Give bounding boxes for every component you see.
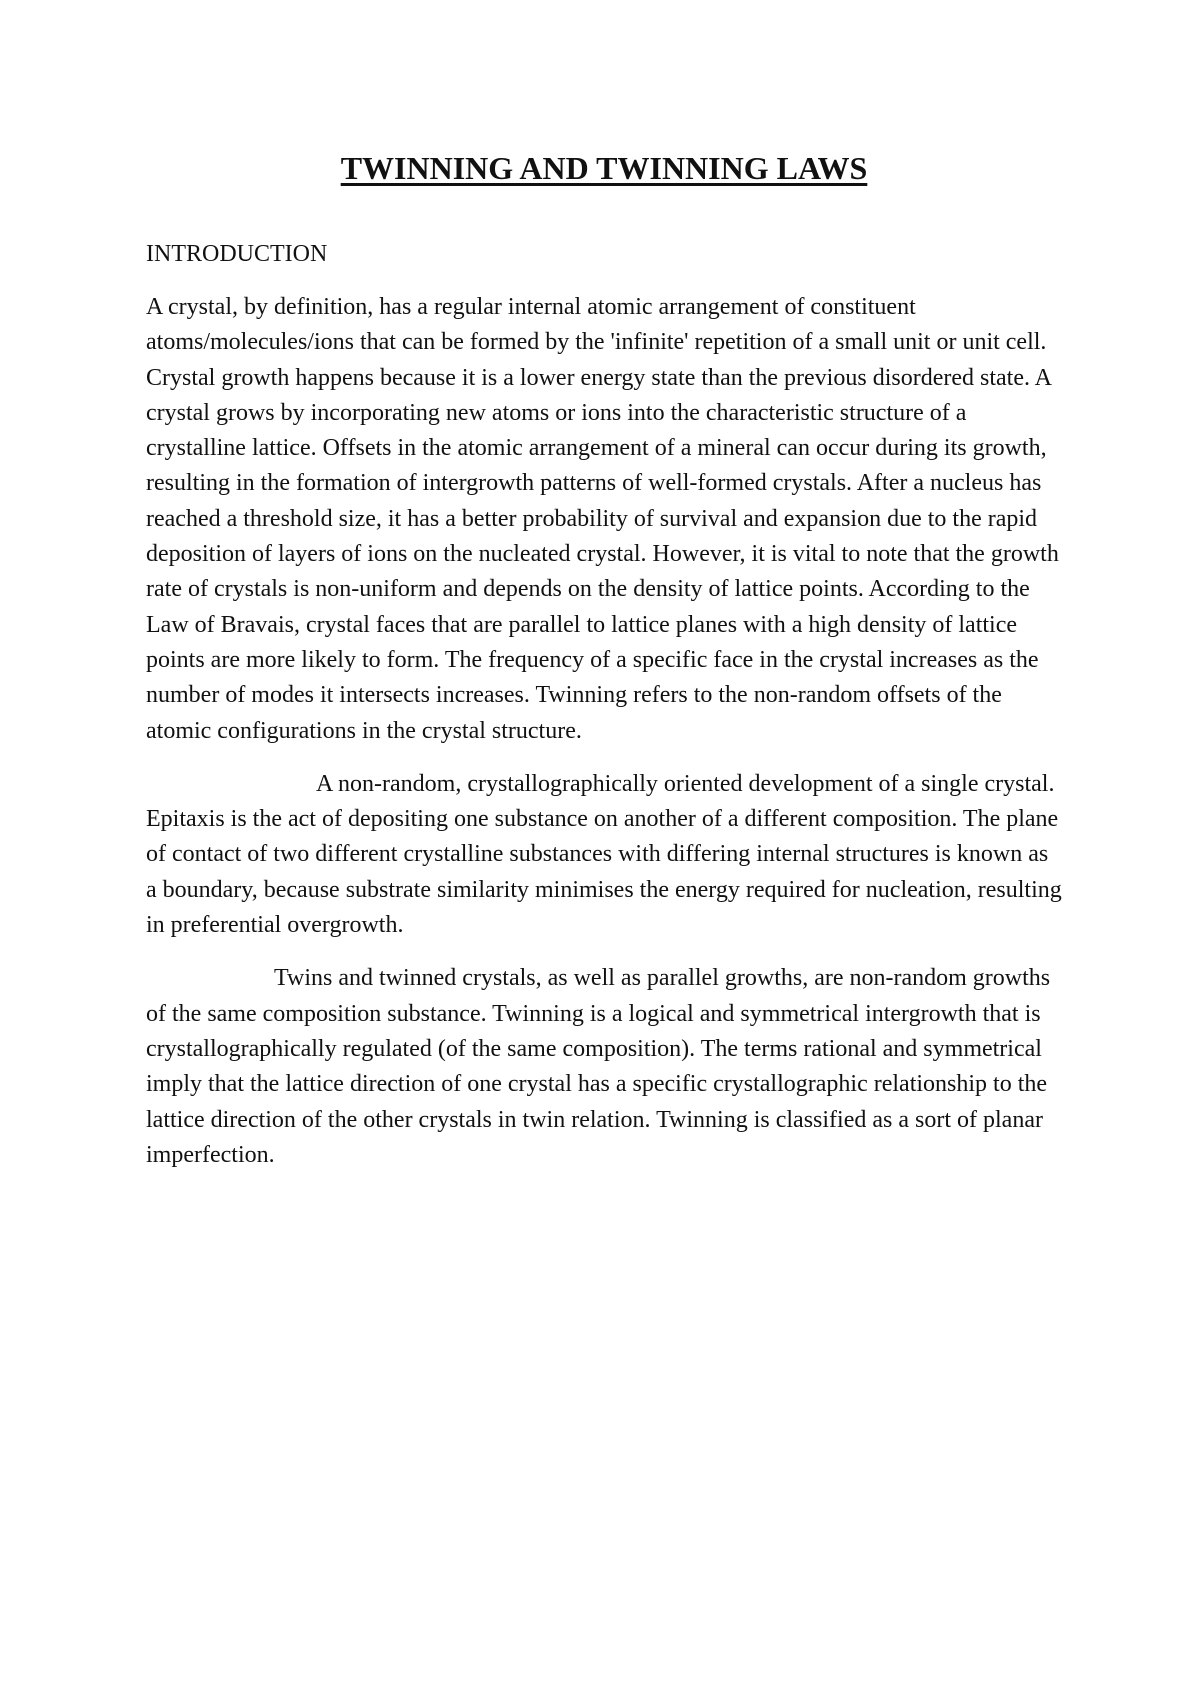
document-title: TWINNING AND TWINNING LAWS	[340, 150, 868, 186]
paragraph-2: A non-random, crystallographically oriented development of a single crystal. Epitaxis is the act of depositing one substance on another of a different composition. The plane of contact of two different crystalline substances with differing internal structures is known as a boundary, because substrate similarity minimises the energy required for nucleation, resulting in preferential overgrowth.	[146, 770, 1062, 939]
paragraph-1: A crystal, by definition, has a regular internal atomic arrangement of constituent atoms/molecules/ions that can be formed by the 'infinite' repetition of a small unit or unit cell. Crystal growth happens because it is a lower energy state than the previous disordered state. A crystal grows by incorporating new atoms or ions into the characteristic structure of a crystalline lattice. Offsets in the atomic arrangement of a mineral can occur during its growth, resulting in the formation of intergrowth patterns of well-formed crystals. After a nucleus has reached a threshold size, it has a better probability of survival and expansion due to the rapid deposition of layers of ions on the nucleated crystal. However, it is vital to note that the growth rate of crystals is non-uniform and depends on the density of lattice points. According to the Law of Bravais, crystal faces that are parallel to lattice planes with a high density of lattice points are more likely to form. The frequency of a specific face in the crystal increases as the number of modes it intersects increases. Twinning refers to the non-random offsets of the atomic configurations in the crystal structure.	[146, 294, 1059, 744]
section-heading-introduction: INTRODUCTION	[146, 241, 328, 267]
document-body	[146, 148, 1062, 1191]
paragraph-3: Twins and twinned crystals, as well as parallel growths, are non-random growths of the same composition substance. Twinning is a logical and symmetrical intergrowth that is crystallographically regulated (of the same composition). The terms rational and symmetrical imply that the lattice direction of one crystal has a specific crystallographic relationship to the lattice direction of the other crystals in twin relation. Twinning is classified as a sort of planar imperfection.	[146, 965, 1051, 1168]
